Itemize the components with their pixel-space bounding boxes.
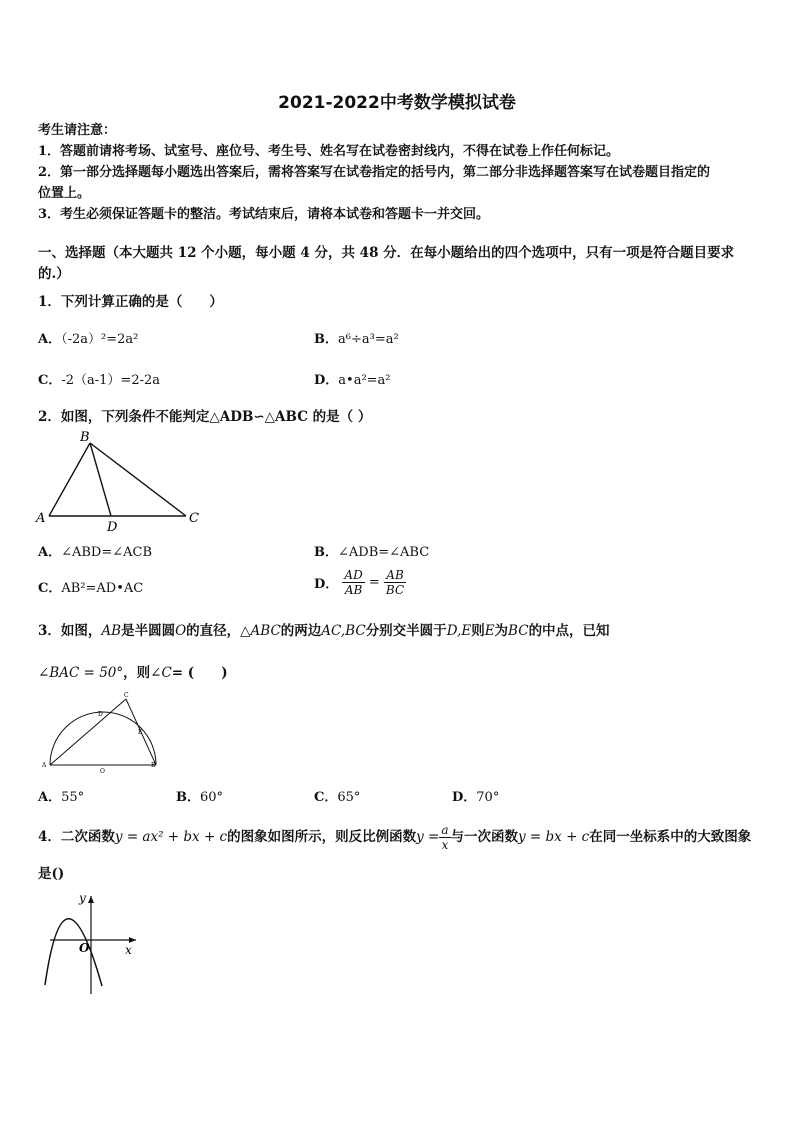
notes-heading: 考生请注意： [38,123,117,138]
option-label: A． [38,545,62,560]
question-4-stem-line1 [38,823,751,852]
option-label: B． [314,545,338,560]
segment-bc [90,443,186,516]
label-e: E [138,729,143,736]
note-line: 2．第一部分选择题每小题选出答案后，需将答案写在试卷指定的括号内，第二部分非选择题答案写在试卷题目指定的 [38,165,711,180]
q2-option-b [314,541,429,560]
option-label: C． [314,790,338,805]
label-origin: O [79,941,90,955]
q3-semicircle-figure [38,688,164,776]
denominator: x [441,838,449,852]
q1-option-a [38,328,138,347]
label-a: A [42,762,47,769]
note-line: 1．答题前请将考场、试室号、座位号、考生号、姓名写在试卷密封线内，不得在试卷上作任何标记。 [38,144,620,159]
option-label: D． [452,790,477,805]
option-text: （-2a）²=2a² [61,332,139,347]
q3-option-d [452,786,499,805]
numerator: AB [384,568,406,583]
q2-option-d [314,568,406,597]
math-linear: y = bx + c [518,829,590,845]
fraction-a-over-x [439,823,450,852]
numerator: a [441,823,449,837]
option-text: ∠ADB=∠ABC [338,545,430,560]
label-c: C [189,511,199,526]
option-text: 70° [476,790,500,805]
question-4-stem-line2: 是() [38,866,65,882]
numerator: AD [344,568,363,582]
q3-option-a [38,786,84,805]
math-y-eq: y = [416,829,440,845]
stem-text: 为 [494,623,509,639]
fraction-ab-bc [384,568,406,597]
stem-text: 则 [471,623,485,639]
stem-text: 3．如图， [38,623,102,639]
option-text: 55° [61,790,85,805]
math-e: E [484,623,495,639]
option-label: D． [314,577,339,592]
option-text: 65° [337,790,361,805]
math-quadratic: y = ax² + bx + c [114,829,228,845]
math-d-e: D,E [446,623,472,639]
option-text: AB²=AD•AC [61,581,144,596]
parabola-curve [45,919,102,986]
q4-parabola-figure [38,890,142,998]
denominator: BC [385,583,405,597]
stem-text: ，则 [123,665,151,681]
math-ac-bc: AC,BC [321,623,366,639]
math-bc: BC [508,623,529,639]
label-o: O [100,768,105,775]
section-line: 的.） [38,266,70,282]
q1-option-b [314,328,399,347]
q2-triangle-figure [34,426,210,536]
label-b: B [80,430,90,445]
y-axis-arrow [88,896,94,903]
section-line: 一、选择题（本大题共 12 个小题，每小题 4 分，共 48 分．在每小题给出的四个选项中，只有一项是符合题目要求 [38,245,735,261]
math-angle-bac: ∠BAC = 50° [38,665,124,681]
option-label: C． [38,581,62,596]
stem-text: 的中点，已知 [528,623,610,639]
label-a: A [36,511,46,526]
candidate-notes [38,120,760,225]
stem-text: 在同一坐标系中的大致图象 [589,829,752,845]
option-text: ∠ABD=∠ACB [61,545,153,560]
option-label: A． [38,332,62,347]
math-o: O [175,623,187,639]
semicircle-arc [50,712,156,765]
page-title: 2021-2022中考数学模拟试卷 [278,93,516,113]
section-heading [38,243,760,285]
stem-text: 与一次函数 [450,829,518,845]
equals-sign: = [368,575,380,590]
stem-text: 的图象如图所示，则反比例函数 [227,829,417,845]
q3-option-c [314,786,360,805]
stem-text: = ( ) [171,665,228,681]
fraction-ad-ab [342,568,364,597]
q3-option-b [176,786,223,805]
option-text: 60° [200,790,224,805]
math-ab: AB [101,623,122,639]
label-d: D [98,711,103,718]
label-c: C [124,692,129,699]
option-text: -2（a-1）=2-2a [61,373,161,388]
note-line: 位置上。 [38,186,91,201]
stem-text: 分别交半圆于 [365,623,447,639]
stem-text: 是半圆圆 [121,623,176,639]
label-x: x [125,943,132,957]
label-d: D [107,520,118,535]
math-angle-c: ∠C [150,665,172,681]
option-label: B． [176,790,200,805]
stem-text: 4．二次函数 [38,829,115,845]
q1-option-d [314,369,391,388]
option-label: B． [314,332,338,347]
note-line: 3．考生必须保证答题卡的整洁。考试结束后，请将本试卷和答题卡一并交回。 [38,207,490,222]
q2-option-c [38,577,143,596]
question-3-stem-line2 [38,661,228,681]
segment-bd [90,443,111,516]
stem-text: 的两边 [280,623,322,639]
math-triangle-abc: △ABC [240,623,281,639]
option-label: C． [38,373,62,388]
label-b: B [151,762,156,769]
option-label: D． [314,373,339,388]
question-2-stem: 2．如图，下列条件不能判定△ADB∽△ABC 的是（ ） [38,409,372,425]
option-label: A． [38,790,62,805]
q2-option-a [38,541,152,560]
option-text: a⁶÷a³=a² [338,332,399,347]
denominator: AB [344,583,363,597]
question-1-stem: 1．下列计算正确的是（ ） [38,294,223,310]
question-3-stem-line1 [38,619,610,639]
label-y: y [79,891,86,905]
option-text: a•a²=a² [338,373,391,388]
segment-ab [49,443,90,516]
q1-option-c [38,369,160,388]
stem-text: 的直径， [186,623,241,639]
